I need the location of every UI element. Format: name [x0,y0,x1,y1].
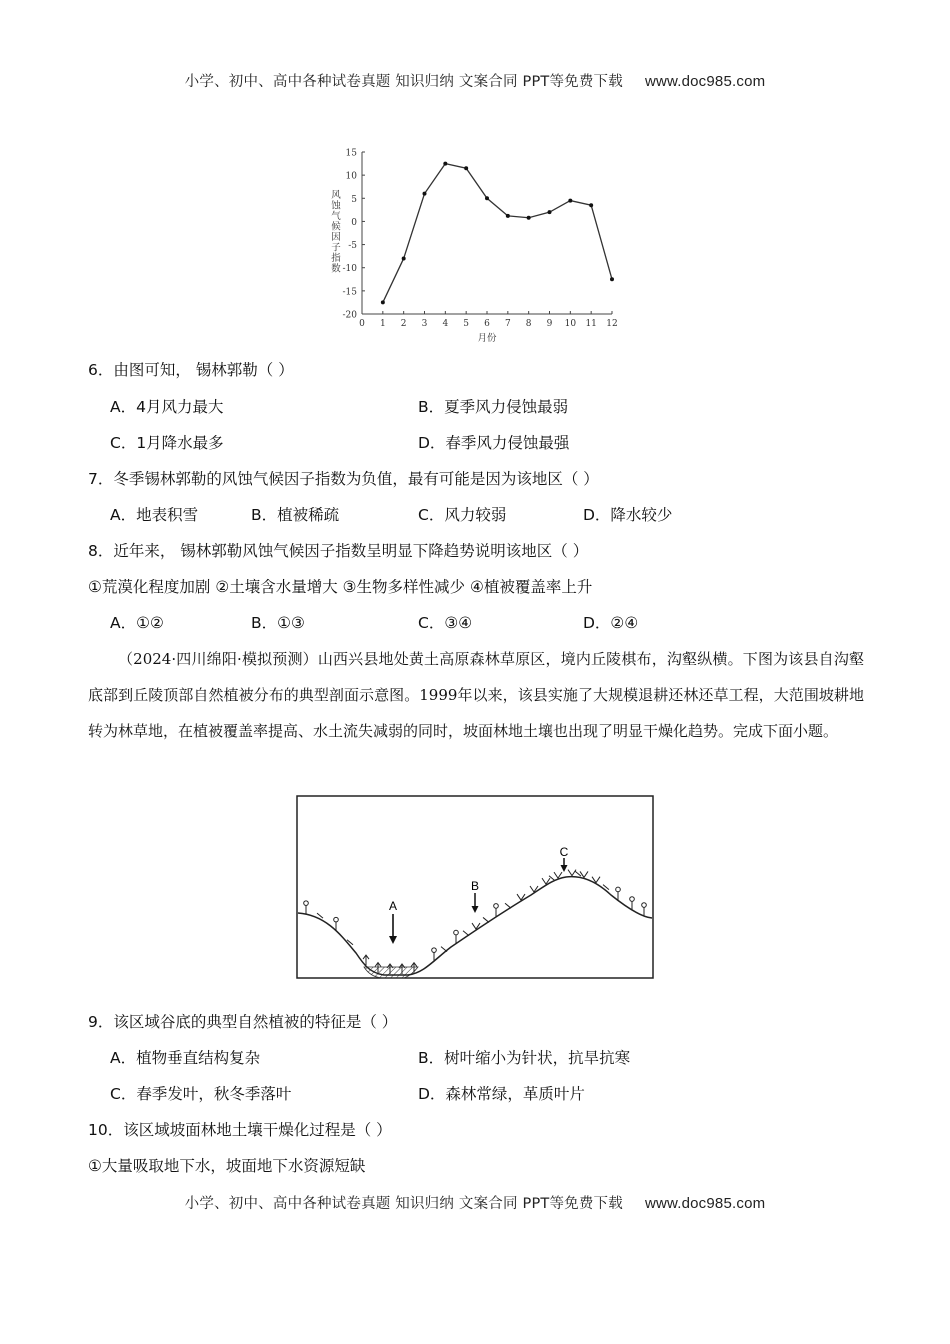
tree-crown [334,917,339,922]
data-point [527,216,531,220]
data-point [423,192,427,196]
y-tick-label: 0 [351,217,357,228]
footer-url[interactable]: www.doc985.com [644,1195,766,1212]
data-point [506,214,510,218]
chart-axes [362,152,612,314]
q7-option-d[interactable]: D．降水较少 [583,506,673,524]
y-tick-label: -10 [342,264,357,275]
data-point [381,300,385,304]
y-tick-label: 5 [351,194,357,205]
y-tick-label: -5 [348,241,357,252]
question-8-items: ①荒漠化程度加剧 ②土壤含水量增大 ③生物多样性减少 ④植被覆盖率上升 [88,578,593,596]
x-tick-label: 6 [484,319,490,329]
y-axis-label-char: 因 [331,232,341,243]
question-10-stem: 10．该区域坡面林地土壤干燥化过程是（ ） [88,1121,392,1139]
x-tick-label: 7 [504,319,511,329]
header-url[interactable]: www.doc985.com [644,73,766,90]
page-header [0,70,950,91]
x-tick-label: 9 [546,319,553,329]
y-tick-label: -15 [342,287,357,298]
x-tick-label: 10 [564,319,577,329]
data-point [464,166,468,170]
x-tick-label: 12 [606,319,618,329]
x-tick-label: 11 [585,319,597,329]
y-axis-label-char: 风 [331,190,341,201]
question-8-stem: 8．近年来， 锡林郭勒风蚀气候因子指数呈明显下降趋势说明该地区（ ） [88,542,589,560]
y-axis-label-char: 候 [331,221,341,233]
vegetation-profile-diagram [296,795,654,979]
y-axis-label-char: 蚀 [331,200,341,212]
x-tick-label: 4 [442,319,449,329]
tree-crown [432,948,437,953]
marker-a-label: A [388,899,398,913]
q7-option-c[interactable]: C．风力较弱 [418,506,507,524]
q8-option-b[interactable]: B．①③ [251,614,305,632]
x-tick-label: 5 [463,319,470,329]
data-point [610,277,614,281]
q6-option-c[interactable]: C．1月降水最多 [110,434,224,452]
q6-option-a[interactable]: A．4月风力最大 [110,398,224,416]
tree-crown [630,897,635,902]
header-text: 小学、初中、高中各种试卷真题 知识归纳 文案合同 PPT等免费下载 [184,74,623,90]
y-tick-label: 10 [345,171,357,182]
tree-crown [642,903,647,908]
y-axis-label-char: 气 [331,211,341,222]
tree-crown [616,887,621,892]
q9-option-d[interactable]: D．森林常绿，革质叶片 [418,1085,585,1103]
page-footer [0,1192,950,1213]
q7-option-b[interactable]: B．植被稀疏 [251,506,340,524]
y-tick-label: 15 [345,148,357,159]
q8-option-a[interactable]: A．①② [110,614,164,632]
y-axis-label-char: 数 [331,263,341,275]
q9-option-b[interactable]: B．树叶缩小为针状，抗旱抗寒 [418,1049,631,1067]
q6-option-d[interactable]: D．春季风力侵蚀最强 [418,434,570,452]
y-axis-label-char: 子 [331,242,341,254]
data-point [548,210,552,214]
x-tick-label: 0 [359,319,365,329]
data-point [402,256,406,260]
x-axis-label: 月份 [477,333,497,344]
marker-b-label: B [470,879,480,893]
q8-option-d[interactable]: D．②④ [583,614,639,632]
question-10-item-1: ①大量吸取地下水，坡面地下水资源短缺 [88,1157,366,1175]
y-axis-label-char: 指 [331,253,341,264]
x-tick-label: 3 [421,319,428,329]
x-tick-label: 8 [525,319,532,329]
data-point [589,203,593,207]
wind-erosion-chart [320,140,630,345]
chart-series [381,162,614,305]
data-point [443,162,447,166]
question-9-stem: 9．该区域谷底的典型自然植被的特征是（ ） [88,1013,398,1031]
tree-crown [454,930,459,935]
question-7-stem: 7．冬季锡林郭勒的风蚀气候因子指数为负值，最有可能是因为该地区（ ） [88,470,599,488]
x-tick-label: 1 [379,319,386,329]
data-point [485,196,489,200]
q6-option-b[interactable]: B．夏季风力侵蚀最弱 [418,398,569,416]
tree-crown [304,901,309,906]
marker-c-label: C [559,845,569,859]
q9-option-c[interactable]: C．春季发叶，秋冬季落叶 [110,1085,292,1103]
question-6-stem: 6．由图可知， 锡林郭勒（ ） [88,361,294,379]
q8-option-c[interactable]: C．③④ [418,614,473,632]
data-point [568,199,572,203]
series-line [383,164,612,303]
x-tick-label: 2 [400,319,407,329]
y-tick-label: -20 [342,310,357,321]
reading-passage: （2024·四川绵阳·模拟预测）山西兴县地处黄土高原森林草原区，境内丘陵棋布，沟壑纵横。下图为该县自沟壑底部到丘陵顶部自然植被分布的典型剖面示意图。1999年以来，该县实施了大规模退耕还林还草工程，大范围坡耕地转为林草地，在植被覆盖率提高、水土流失减弱的同时，坡面林地土壤也出现了明显干燥化趋势。完成下面小题。 [88,650,864,740]
tree-crown [494,904,499,909]
q7-option-a[interactable]: A．地表积雪 [110,506,199,524]
q9-option-a[interactable]: A．植物垂直结构复杂 [110,1049,261,1067]
footer-text: 小学、初中、高中各种试卷真题 知识归纳 文案合同 PPT等免费下载 [184,1196,623,1212]
